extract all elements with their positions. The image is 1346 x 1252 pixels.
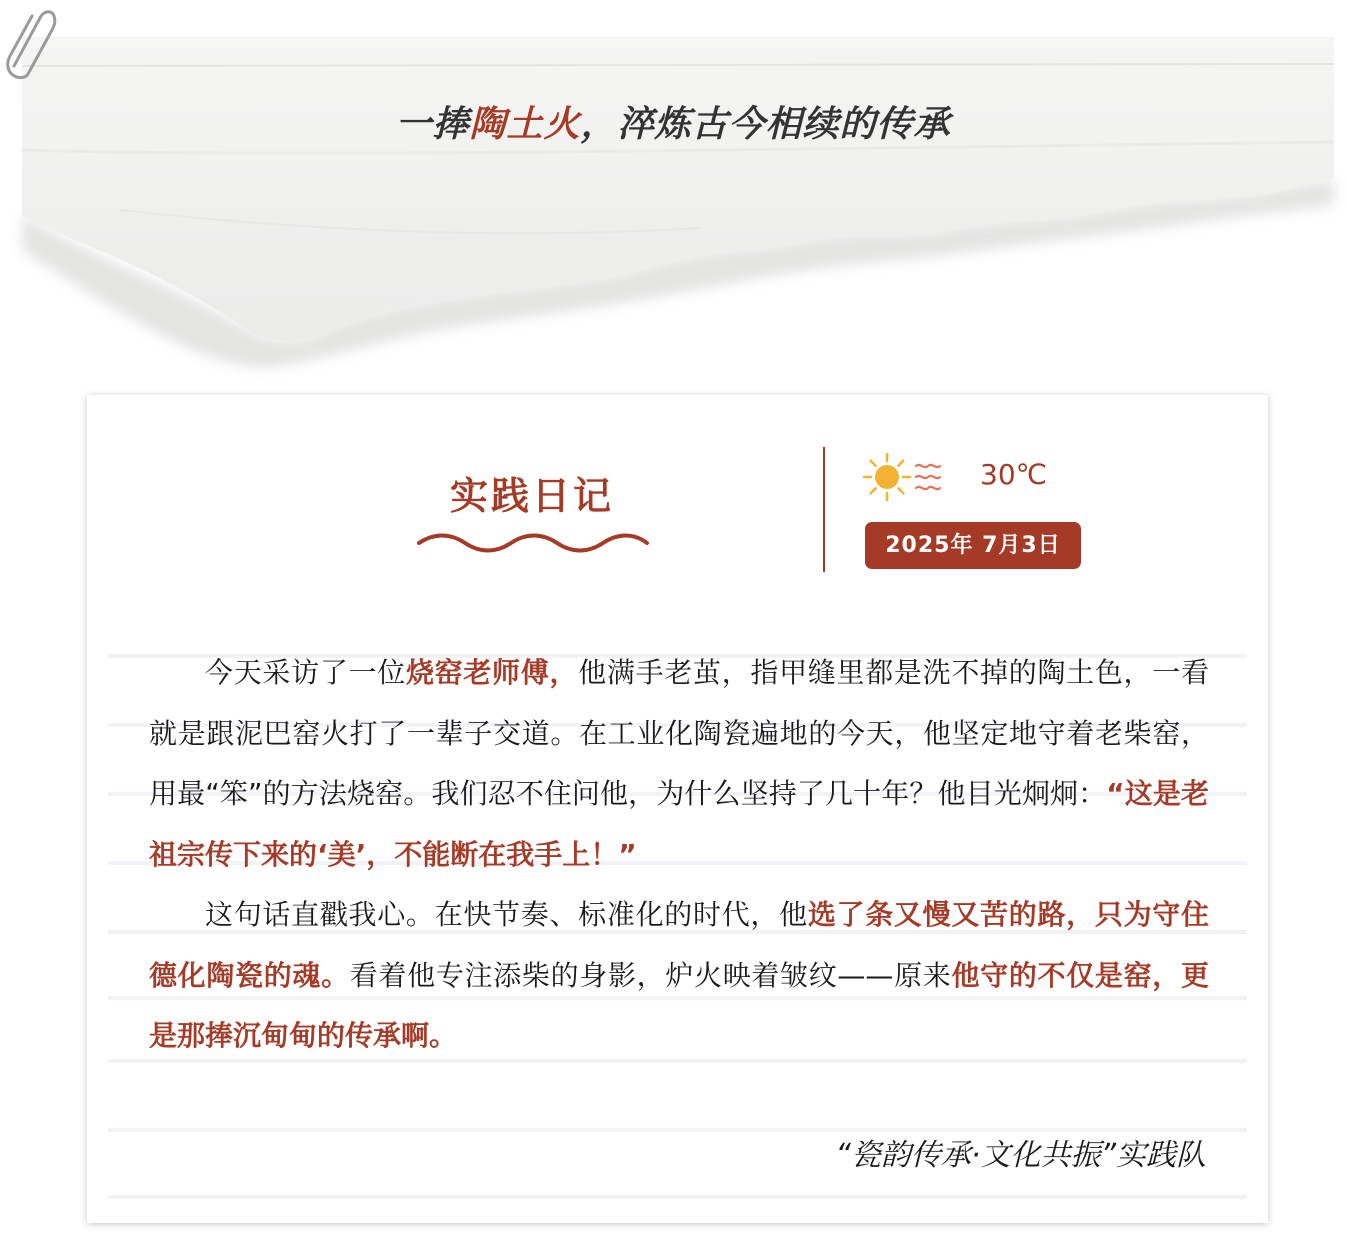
- torn-paper-banner: [0, 0, 1346, 380]
- diary-paragraph-2: [149, 885, 1209, 1067]
- date-badge: 2025年 7月3日: [865, 522, 1081, 569]
- team-signature: “瓷韵传承·文化共振”实践队: [835, 1138, 1206, 1173]
- banner-title: [0, 96, 1346, 147]
- ruled-line: [108, 1195, 1247, 1199]
- paragraph-highlight: 烧窑老师傅，: [405, 656, 579, 689]
- paragraph-highlight: 他守的不仅是窑，更是那捧沉甸甸的传承啊。: [149, 958, 1209, 1052]
- header-divider: [823, 447, 825, 572]
- paragraph-highlight: “这是老祖宗传下来的‘美’，不能断在我手上！”: [149, 777, 1209, 871]
- diary-title: 实践日记: [449, 474, 614, 518]
- torn-paper-shape: [0, 0, 1346, 380]
- paragraph-highlight: 选了条又慢又苦的路，只为守住德化陶瓷的魂。: [149, 898, 1209, 992]
- wave-underline-icon: [417, 531, 649, 555]
- paragraph-text: 看着他专注添柴的身影，炉火映着皱纹——原来: [349, 958, 952, 992]
- temperature-value: 30℃: [980, 458, 1048, 491]
- paperclip-icon: [0, 0, 60, 80]
- banner-title-post: ，淬炼古今相续的传承: [580, 104, 951, 145]
- diary-paragraph-1: [149, 643, 1209, 885]
- sun-heat-icon: [862, 452, 947, 502]
- paragraph-text: 今天采访了一位: [205, 656, 406, 689]
- diary-card: [87, 395, 1268, 1223]
- paragraph-text: 他满手老茧，指甲缝里都是洗不掉的陶土色，一看就是跟泥巴窑火打了一辈子交道。在工业化陶瓷遍地的今天，他坚定地守着老柴窑，用最“笨”的方法烧窑。我们忍不住问他，为什么坚持了几十年？他目光炯炯：: [149, 656, 1209, 810]
- banner-title-pre: 一捧: [395, 104, 470, 145]
- banner-title-accent: 陶土火: [469, 104, 581, 145]
- paragraph-text: 这句话直戳我心。在快节奏、标准化的时代，他: [205, 898, 808, 931]
